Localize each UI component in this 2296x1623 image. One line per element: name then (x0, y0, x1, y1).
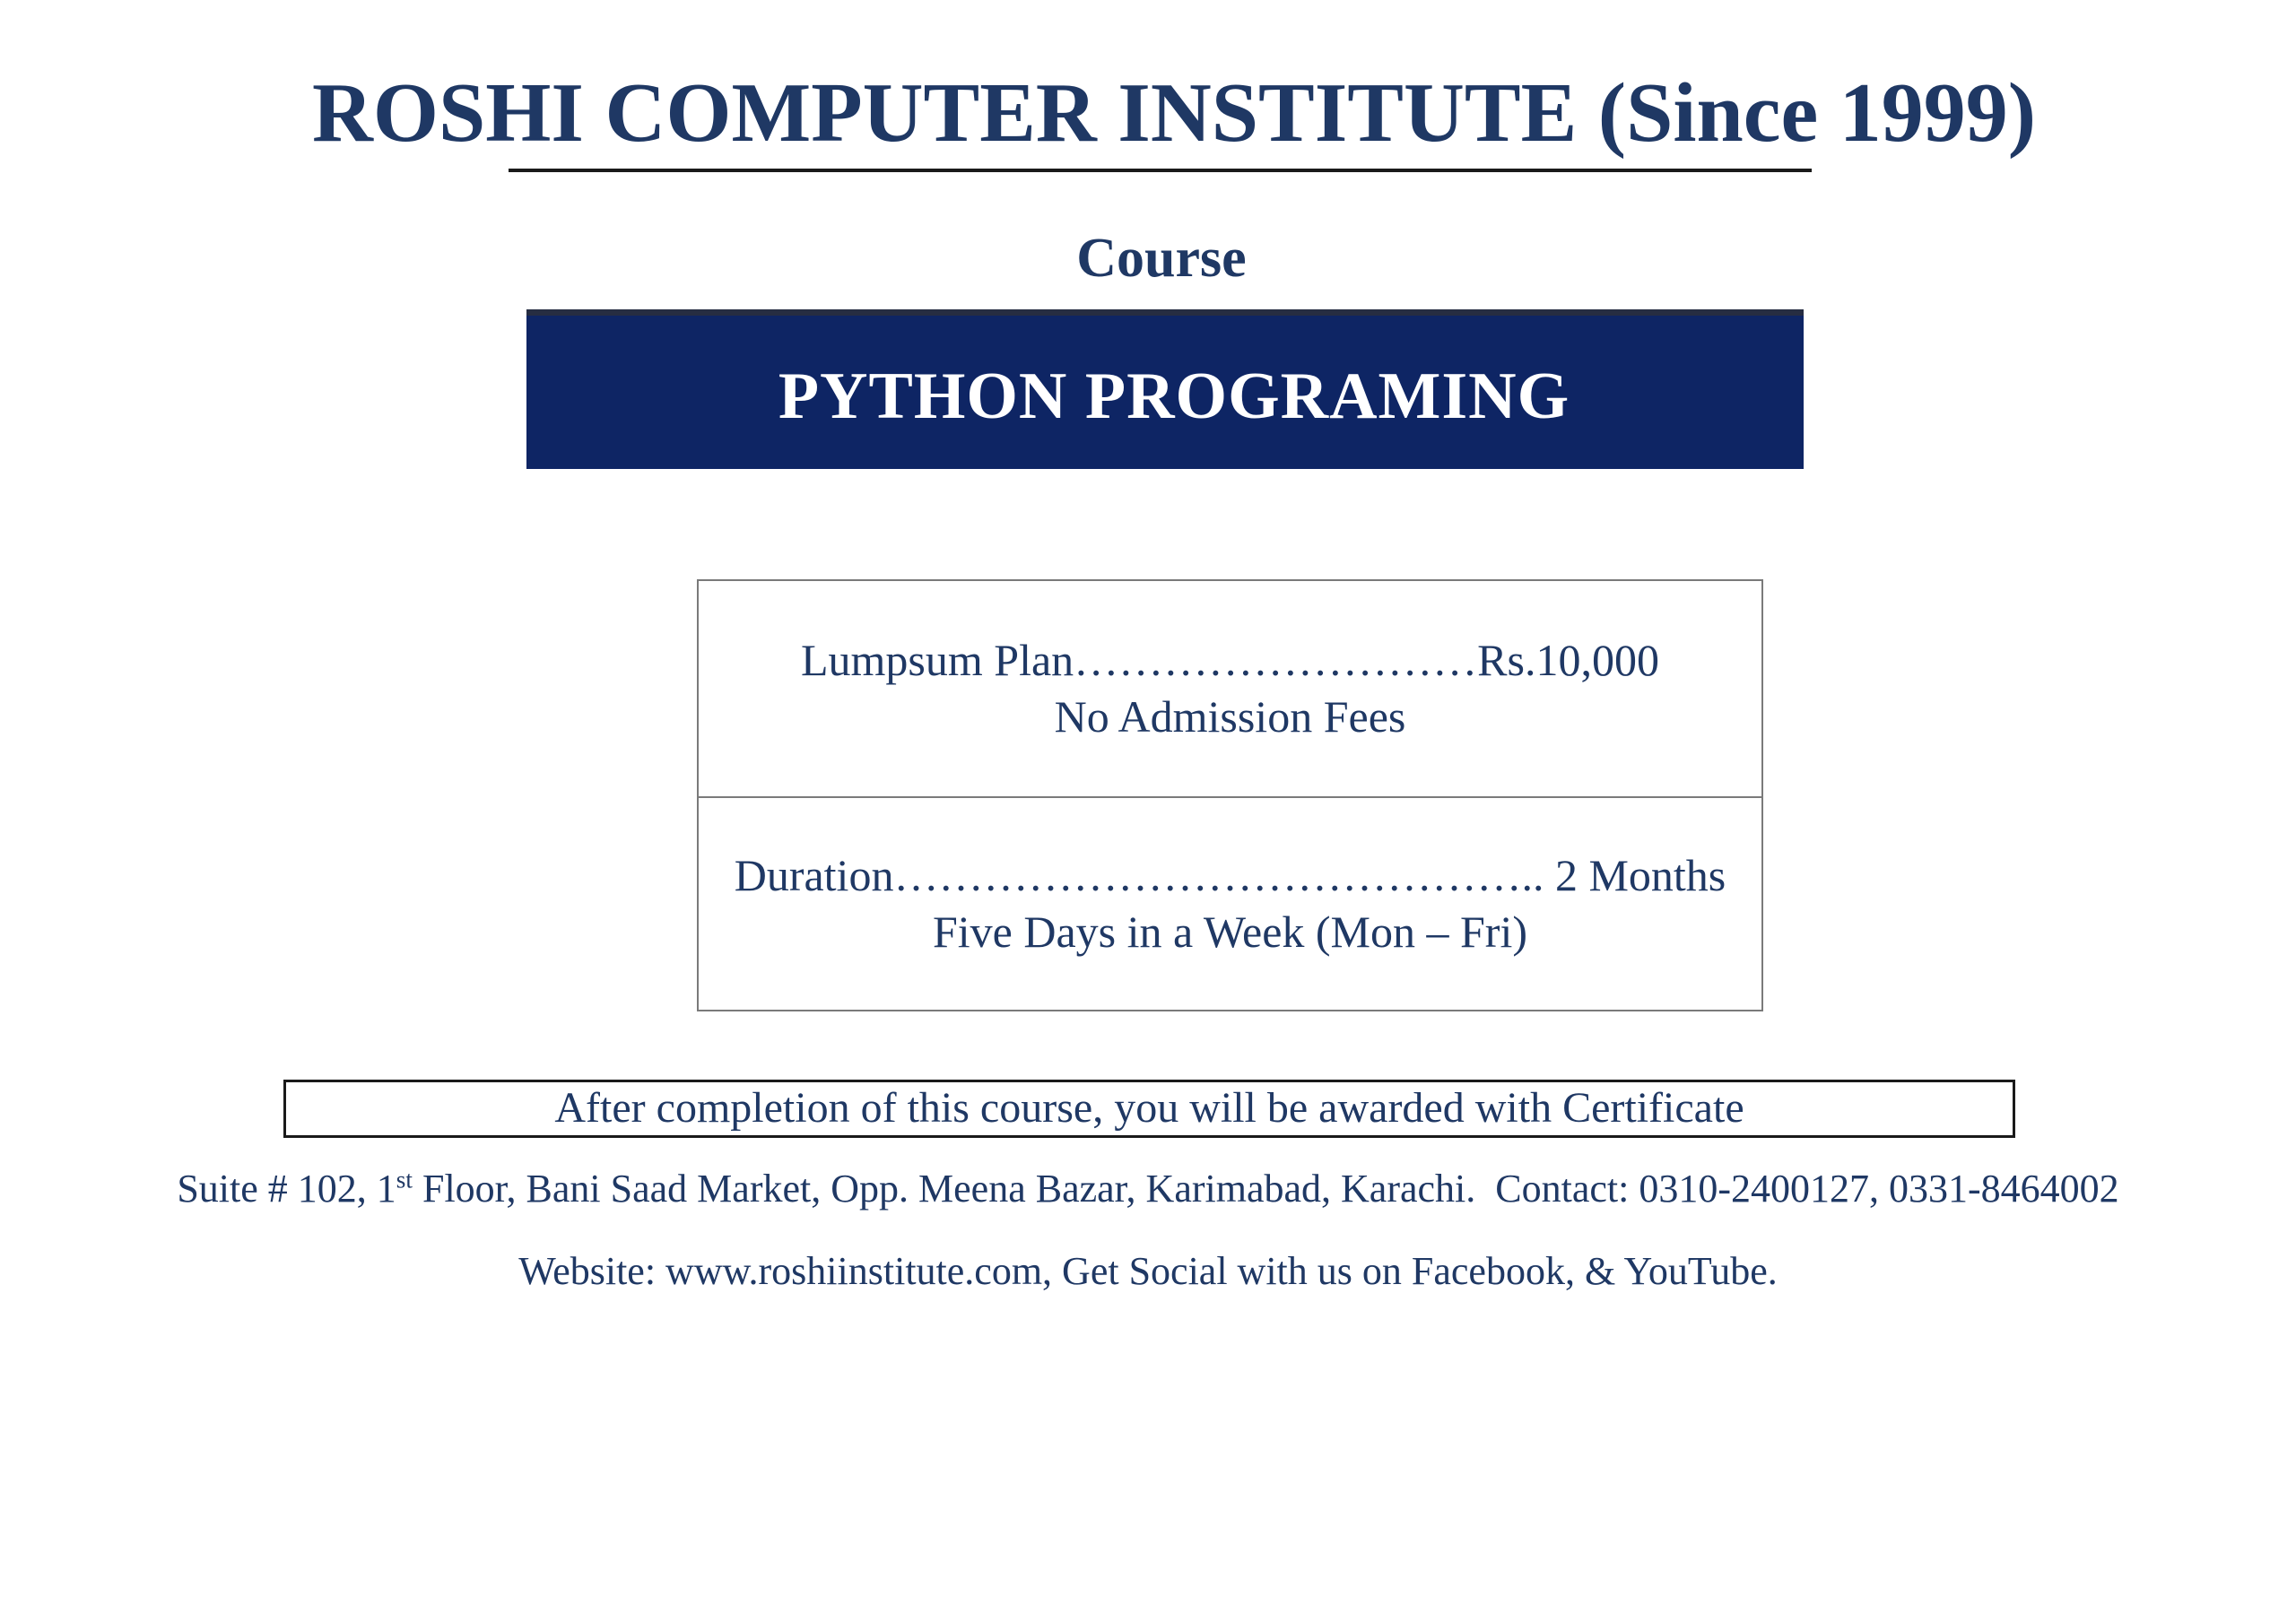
course-details-table (697, 579, 1763, 1011)
address-rest: Floor, Bani Saad Market, Opp. Meena Bazar, Karimabad, Karachi. Contact: 0310-2400127, 0331-8464002 (412, 1167, 2119, 1211)
address-prefix: Suite # 102, 1 (177, 1167, 396, 1211)
duration-line: Duration…………………………………….. 2 Months (734, 850, 1726, 900)
course-heading: Course (1076, 228, 1247, 289)
website-line: Website: www.roshiinstitute.com, Get Social with us on Facebook, & YouTube. (518, 1249, 1778, 1293)
title-underline (509, 169, 1812, 172)
address-ordinal-superscript: st (396, 1166, 413, 1193)
address-line (0, 1166, 2296, 1212)
no-admission-fees-line: No Admission Fees (1054, 691, 1406, 742)
certificate-note-box (283, 1080, 2015, 1138)
certificate-note: After completion of this course, you will be awarded with Certificate (554, 1083, 1744, 1132)
fee-section-row (699, 581, 1761, 798)
institute-title: ROSHI COMPUTER INSTITUTE (Since 1999) (312, 66, 2036, 160)
course-name: PYTHON PROGRAMING (778, 360, 1570, 433)
lumpsum-plan-line: Lumpsum Plan………………………Rs.10,000 (801, 635, 1659, 685)
duration-section-row (699, 798, 1761, 1010)
days-per-week-line: Five Days in a Week (Mon – Fri) (932, 907, 1527, 957)
course-name-banner (526, 309, 1804, 469)
